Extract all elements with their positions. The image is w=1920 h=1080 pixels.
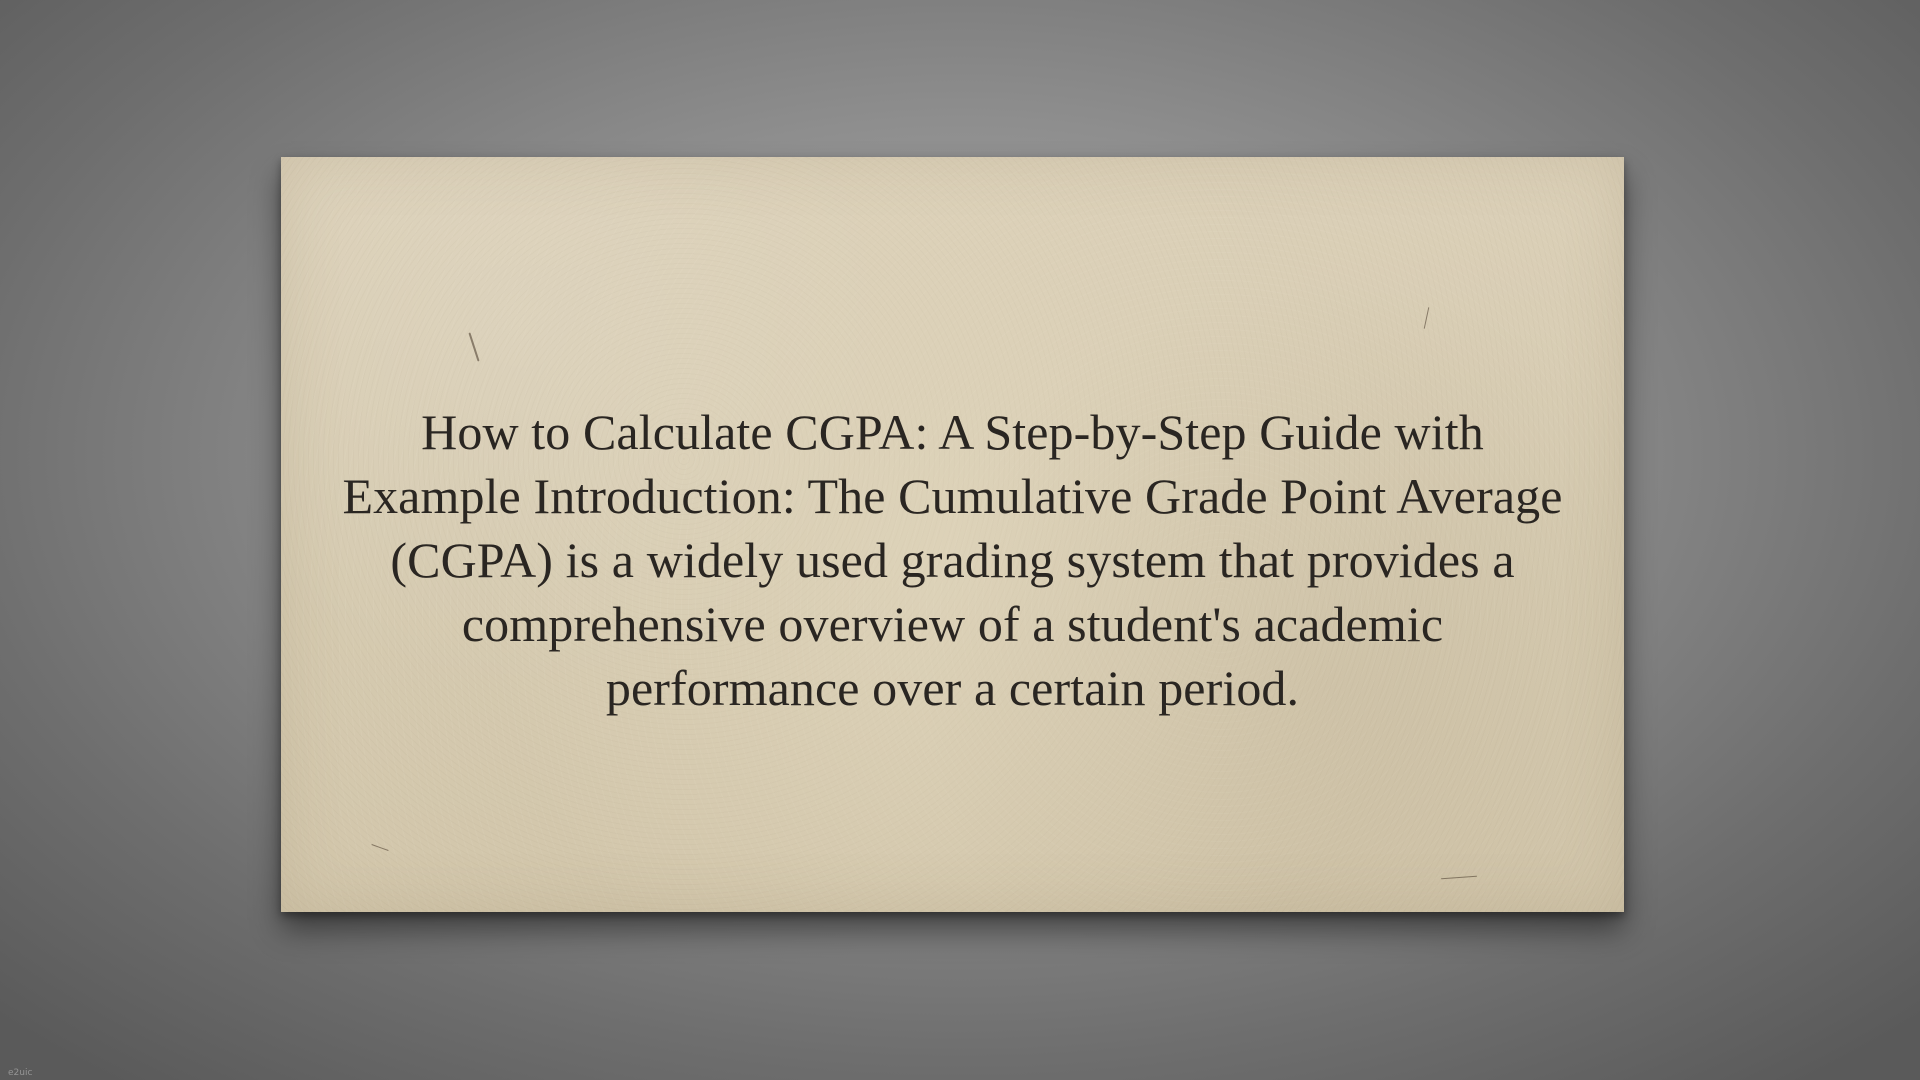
paper-fiber-mark bbox=[468, 332, 479, 361]
paper-fiber-mark bbox=[371, 844, 388, 851]
corner-watermark: e2uic bbox=[8, 1068, 33, 1078]
paper-fiber-mark bbox=[1424, 307, 1430, 329]
paper-fiber-mark bbox=[1441, 876, 1477, 880]
paper-card bbox=[281, 157, 1624, 912]
card-body-text: How to Calculate CGPA: A Step-by-Step Guide with Example Introduction: The Cumulative Grade Point Average (CGPA) is a widely used grading system that provides a comprehensive overview of a student's academic performance over a certain period. bbox=[342, 404, 1563, 716]
